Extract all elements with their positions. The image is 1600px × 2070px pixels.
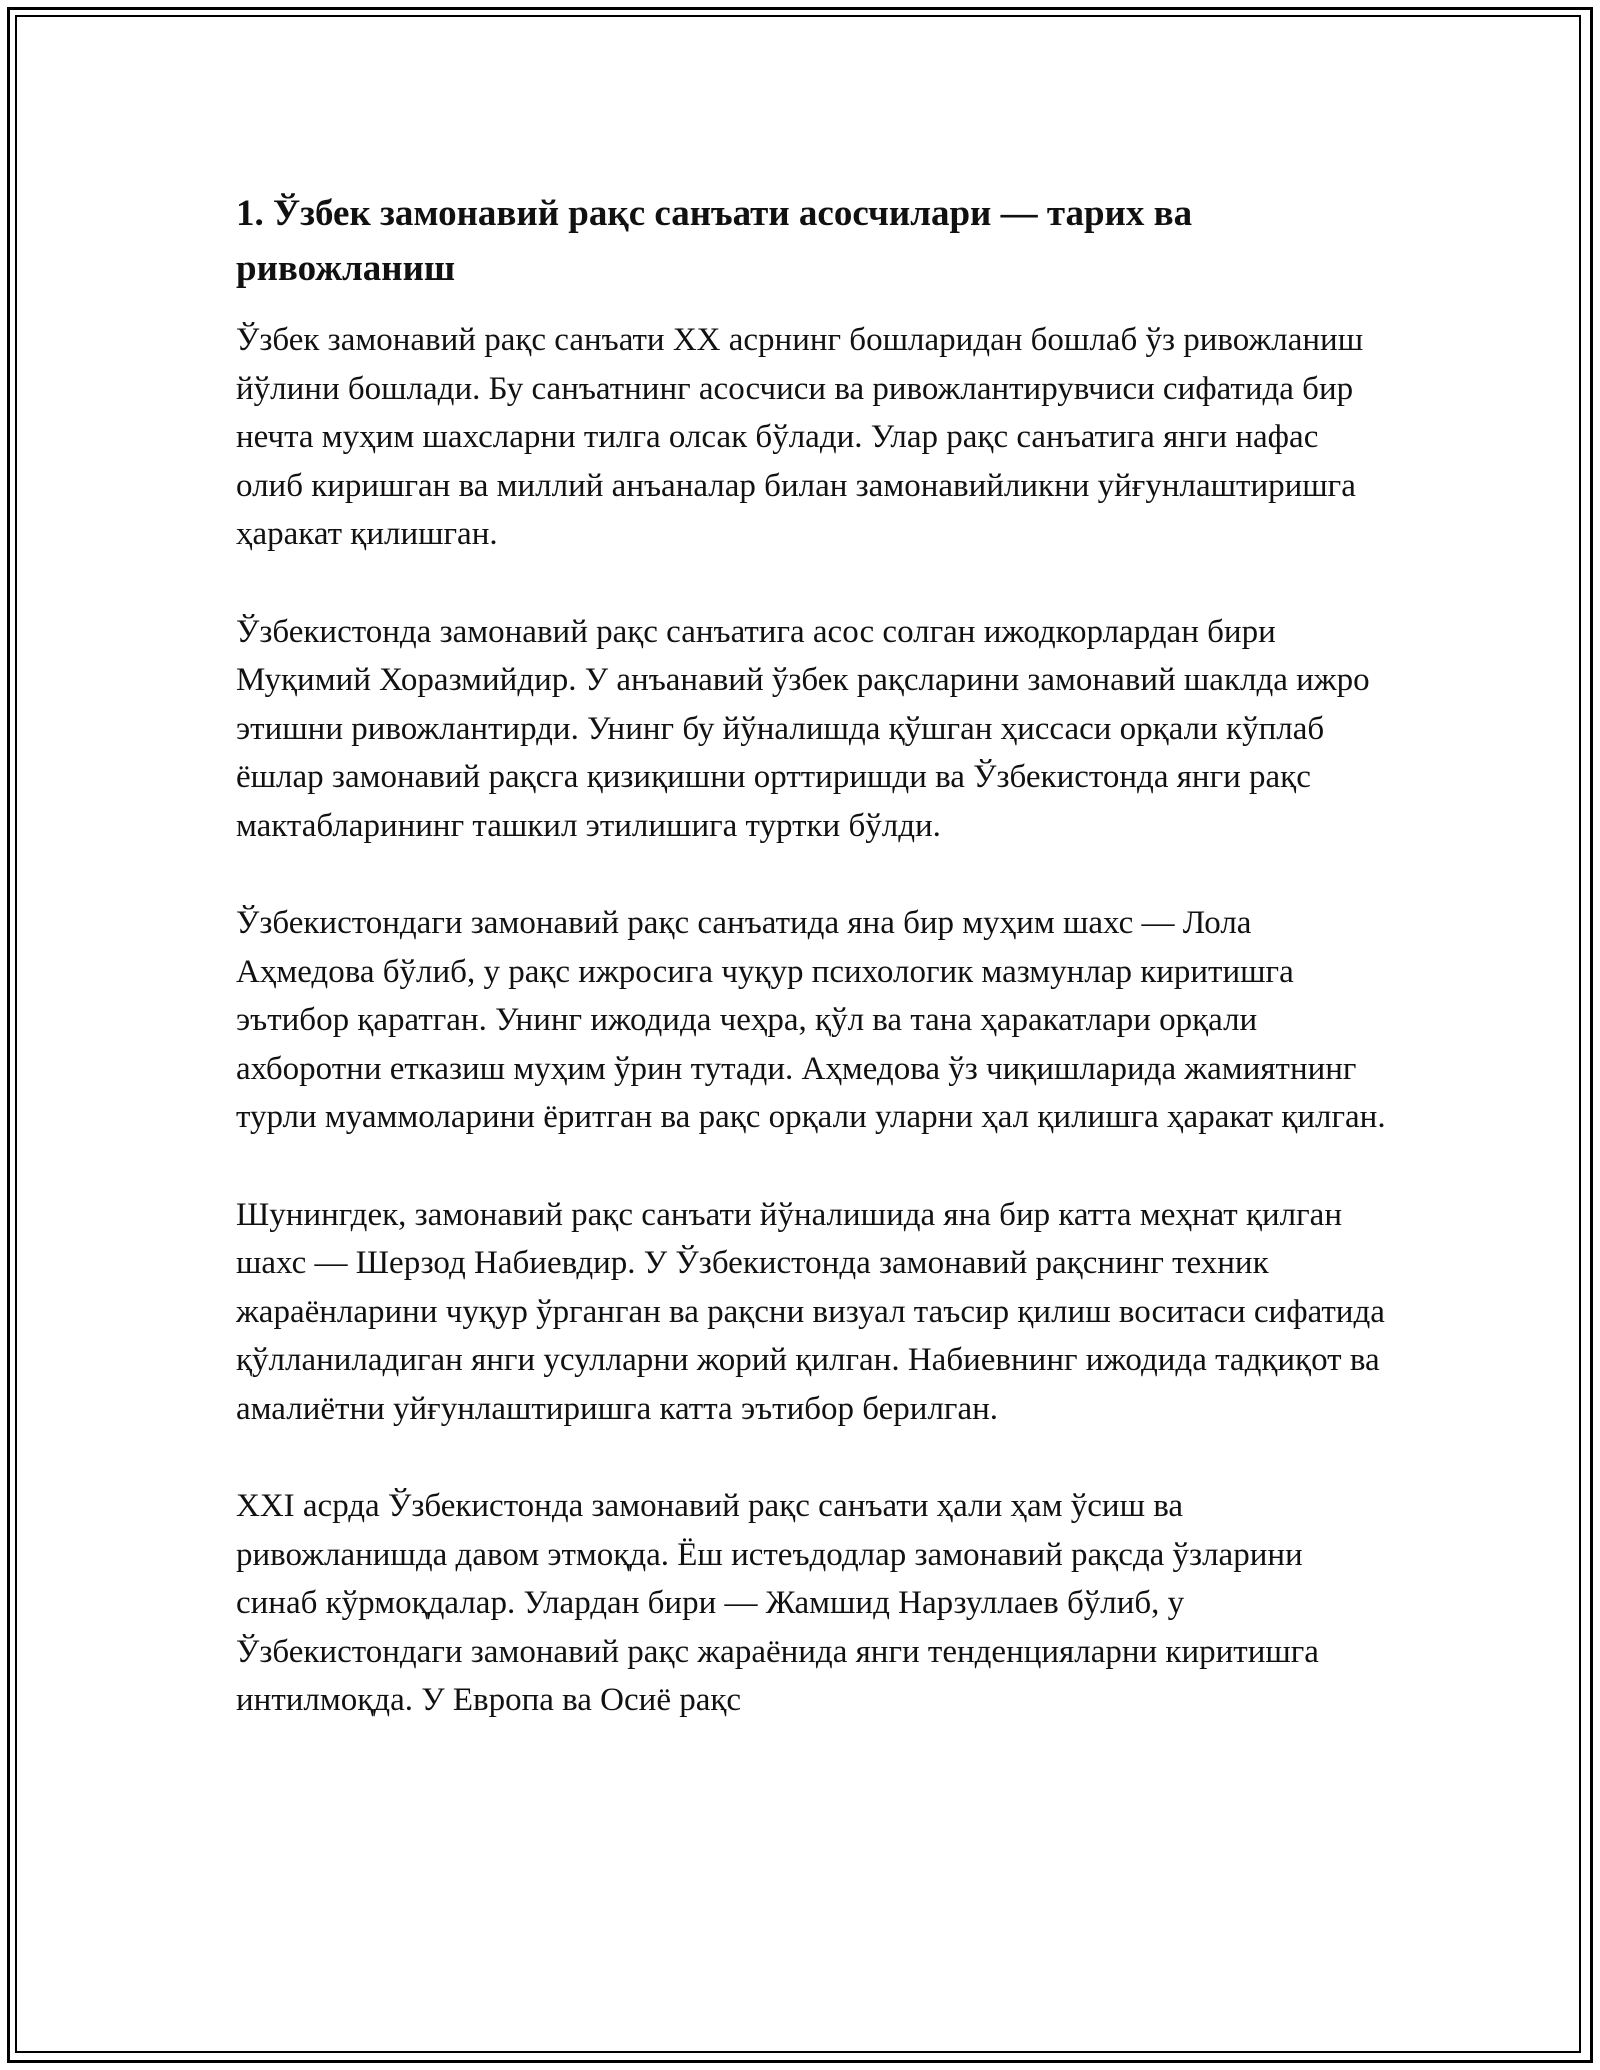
paragraph: XXI асрда Ўзбекистонда замонавий рақс санъати ҳали ҳам ўсиш ва ривожланишда давом этмоқда. Ёш истеъдодлар замонавий рақсда ўзларини синаб кўрмоқдалар. Улардан бири — Жамшид Нарзуллаев бўлиб, у Ўзбекистондаги замонавий рақс жараёнида янги тенденцияларни киритишга интилмоқда. У Европа ва Осиё рақс (236, 1488, 1319, 1718)
paragraph: Ўзбек замонавий рақс санъати XX асрнинг бошларидан бошлаб ўз ривожланиш йўлини бошлади. Бу санъатнинг асосчиси ва ривожлантирувчиси сифатида бир нечта муҳим шахсларни тилга олсак бўлади. Улар рақс санъатига янги нафас олиб киришган ва миллий анъаналар билан замонавийликни уйғунлаштиришга ҳаракат қилишган. (236, 322, 1364, 552)
document-body (236, 186, 1386, 1774)
paragraph: Шунингдек, замонавий рақс санъати йўналишида яна бир катта меҳнат қилган шахс — Шерзод Набиевдир. У Ўзбекистонда замонавий рақснинг техник жараёнларини чуқур ўрганган ва рақсни визуал таъсир қилиш воситаси сифатида қўлланиладиган янги усулларни жорий қилган. Набиевнинг ижодида тадқиқот ва амалиётни уйғунлаштиришга катта эътибор берилган. (236, 1196, 1385, 1427)
paragraph: Ўзбекистонда замонавий рақс санъатига асос солган ижодкорлардан бири Муқимий Хоразмийдир. У анъанавий ўзбек рақсларини замонавий шаклда ижро этишни ривожлантирди. Унинг бу йўналишда қўшган ҳиссаси орқали кўплаб ёшлар замонавий рақсга қизиқишни орттиришди ва Ўзбекистонда янги рақс мактабларининг ташкил этилишига туртки бўлди. (236, 613, 1370, 844)
section-heading: 1. Ўзбек замонавий рақс санъати асосчилари — тарих ва ривожланиш (236, 193, 1193, 289)
paragraph: Ўзбекистондаги замонавий рақс санъатида яна бир муҳим шахс — Лола Аҳмедова бўлиб, у рақс ижросига чуқур психологик мазмунлар киритишга эътибор қаратган. Унинг ижодида чеҳра, қўл ва тана ҳаракатлари орқали ахборотни етказиш муҳим ўрин тутади. Аҳмедова ўз чиқишларида жамиятнинг турли муаммоларини ёритган ва рақс орқали уларни ҳал қилишга ҳаракат қилган. (236, 905, 1386, 1135)
